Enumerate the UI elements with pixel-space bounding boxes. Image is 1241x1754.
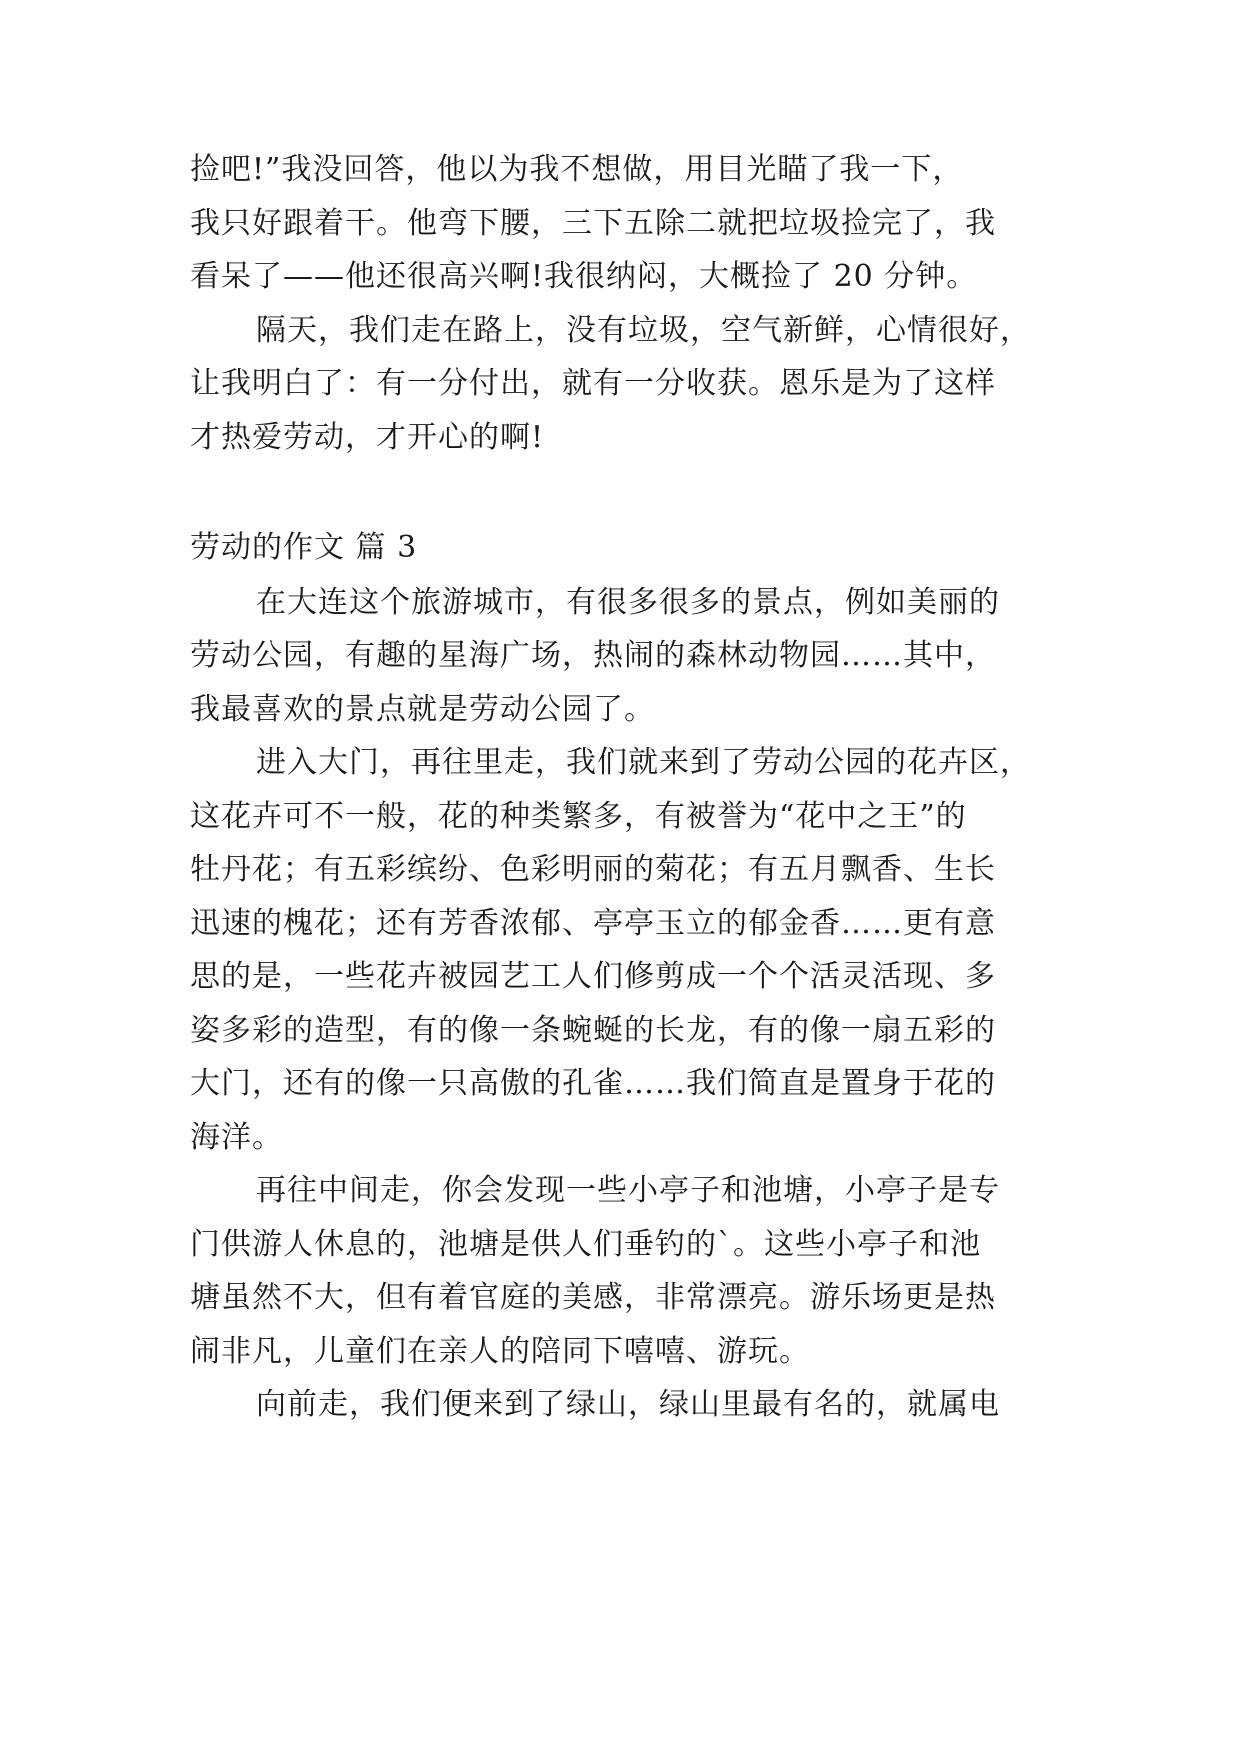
text-line: 让我明白了：有一分付出，就有一分收获。恩乐是为了这样 (190, 366, 996, 401)
text-line: 姿多彩的造型，有的像一条蜿蜒的长龙，有的像一扇五彩的 (190, 1013, 996, 1048)
text-line: 大门，还有的像一只高傲的孔雀……我们简直是置身于花的 (190, 1066, 996, 1101)
text-line: 闹非凡，儿童们在亲人的陪同下嘻嘻、游玩。 (190, 1334, 810, 1369)
text-line: 思的是，一些花卉被园艺工人们修剪成一个个活灵活现、多 (190, 959, 996, 994)
text-line: 迅速的槐花；还有芳香浓郁、亭亭玉立的郁金香……更有意 (190, 906, 996, 941)
text-line: 才热爱劳动，才开心的啊! (190, 420, 545, 455)
paragraph-first-line: 在大连这个旅游城市，有很多很多的景点，例如美丽的 (256, 585, 1000, 620)
text-line: 门供游人休息的，池塘是供人们垂钓的`。这些小亭子和池 (190, 1227, 981, 1262)
text-line: 我只好跟着干。他弯下腰，三下五除二就把垃圾捡完了，我 (190, 206, 996, 241)
text-line: 捡吧!”我没回答，他以为我不想做，用目光瞄了我一下， (190, 152, 964, 187)
paragraph-first-line: 进入大门，再往里走，我们就来到了劳动公园的花卉区， (256, 745, 1031, 780)
text-line: 这花卉可不一般，花的种类繁多，有被誉为“花中之王”的 (190, 799, 967, 834)
text-line: 海洋。 (190, 1120, 283, 1155)
paragraph-first-line: 隔天，我们走在路上，没有垃圾，空气新鲜，心情很好， (256, 313, 1031, 348)
text-line: 我最喜欢的景点就是劳动公园了。 (190, 692, 655, 727)
section-heading: 劳动的作文 篇 3 (190, 530, 418, 565)
paragraph-first-line: 向前走，我们便来到了绿山，绿山里最有名的，就属电 (256, 1387, 1000, 1422)
text-line: 劳动公园，有趣的星海广场，热闹的森林动物园……其中， (190, 638, 996, 673)
text-line: 塘虽然不大，但有着官庭的美感，非常漂亮。游乐场更是热 (190, 1280, 996, 1315)
text-line: 看呆了——他还很高兴啊!我很纳闷，大概捡了 20 分钟。 (190, 259, 978, 294)
paragraph-first-line: 再往中间走，你会发现一些小亭子和池塘，小亭子是专 (256, 1173, 1000, 1208)
text-line: 牡丹花；有五彩缤纷、色彩明丽的菊花；有五月飘香、生长 (190, 852, 996, 887)
